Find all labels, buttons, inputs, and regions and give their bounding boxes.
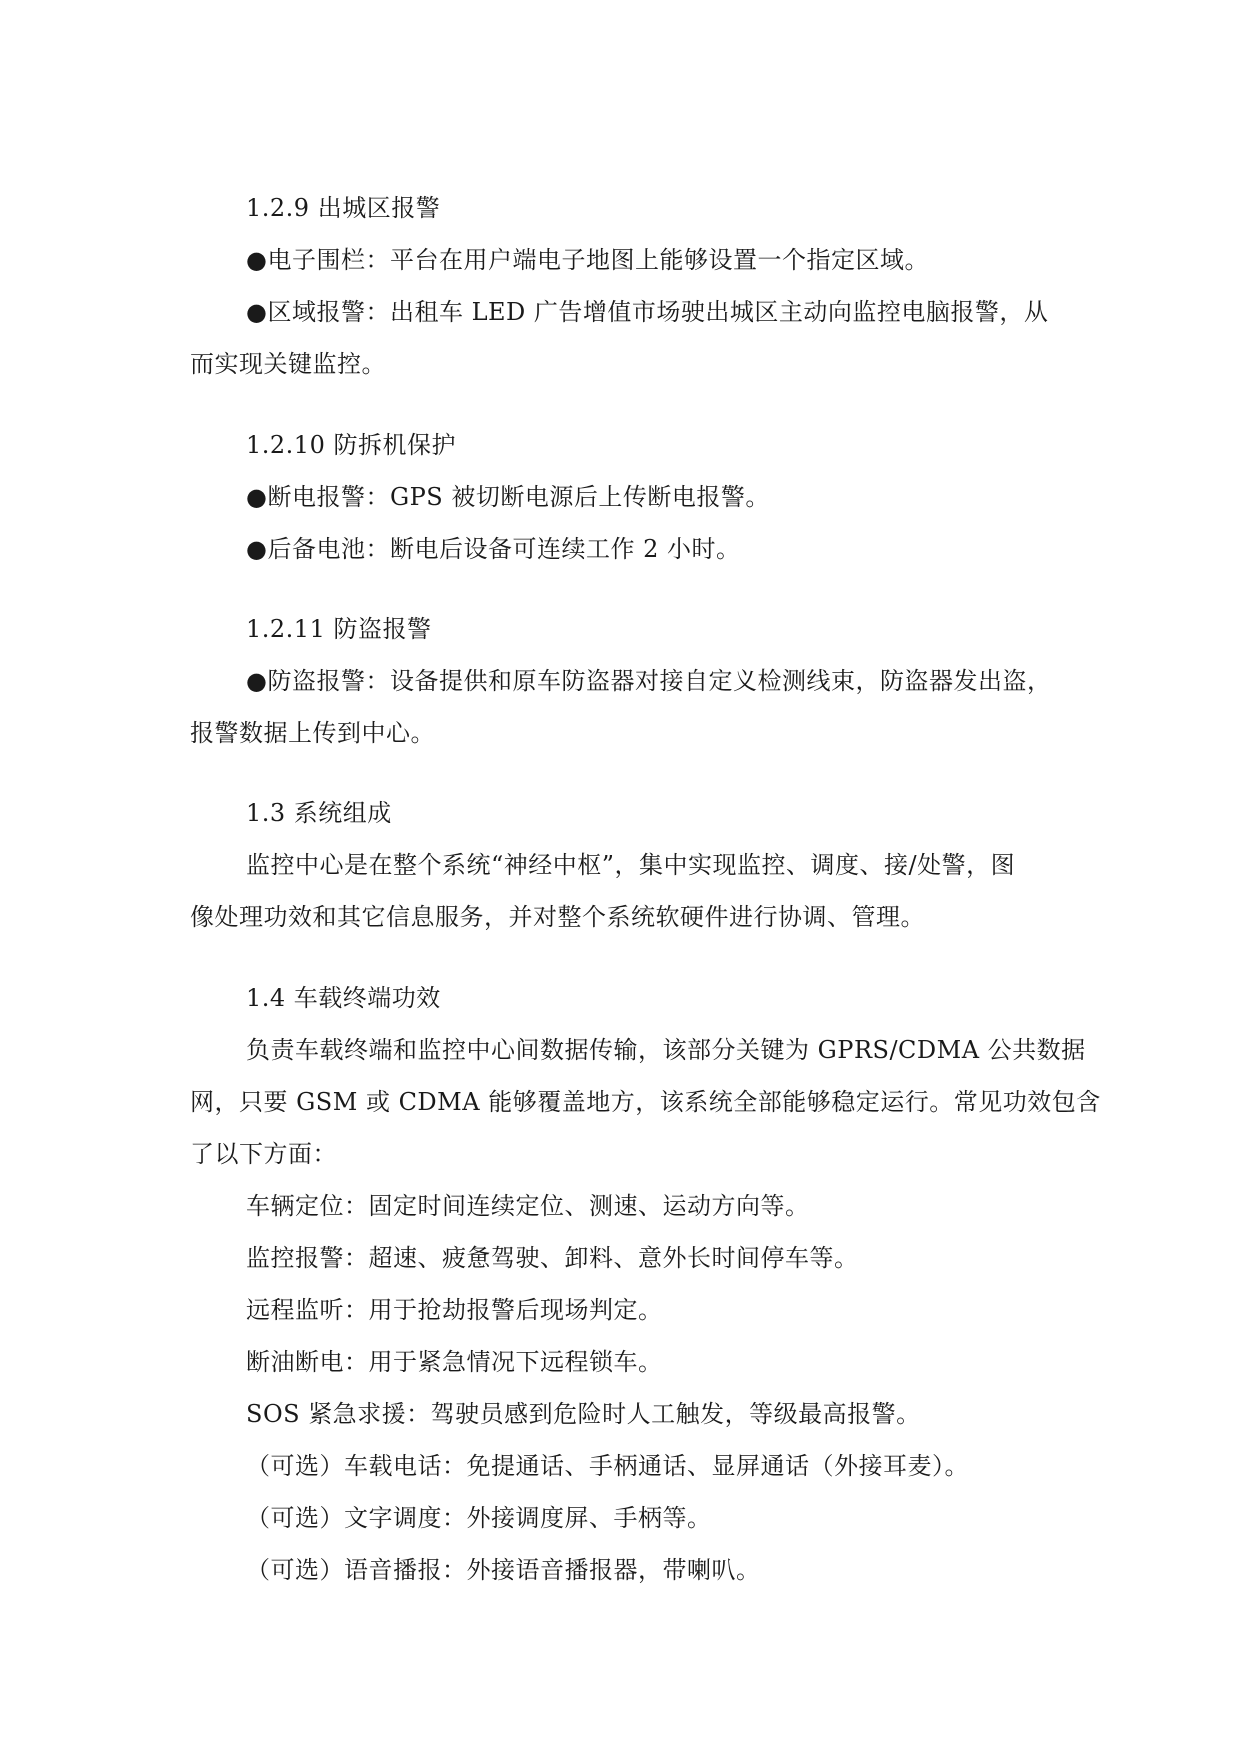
paragraph-terminal-cont-1: 网，只要 GSM 或 CDMA 能够覆盖地方，该系统全部能够稳定运行。常见功效包含: [190, 1088, 1101, 1116]
paragraph-monitoring-center: 监控中心是在整个系统“神经中枢”，集中实现监控、调度、接/处警，图: [246, 851, 1016, 879]
section-heading-1-4: 1.4 车载终端功效: [246, 984, 441, 1012]
bullet-anti-theft-alarm: ●防盗报警：设备提供和原车防盗器对接自定义检测线束，防盗器发出盗，: [246, 667, 1052, 695]
bullet-electronic-fence: ●电子围栏：平台在用户端电子地图上能够设置一个指定区域。: [246, 246, 929, 274]
bullet-area-alarm: ●区域报警：出租车 LED 广告增值市场驶出城区主动向监控电脑报警，从: [246, 298, 1049, 326]
section-heading-1-2-10: 1.2.10 防拆机保护: [246, 431, 456, 459]
list-item: SOS 紧急求援：驾驶员感到危险时人工触发，等级最高报警。: [246, 1400, 921, 1428]
section-heading-1-2-11: 1.2.11 防盗报警: [246, 615, 432, 643]
paragraph-terminal-cont-2: 了以下方面：: [190, 1140, 337, 1168]
list-item: 车辆定位：固定时间连续定位、测速、运动方向等。: [246, 1192, 810, 1220]
bullet-backup-battery: ●后备电池：断电后设备可连续工作 2 小时。: [246, 535, 741, 563]
list-item: 监控报警：超速、疲惫驾驶、卸料、意外长时间停车等。: [246, 1244, 859, 1272]
section-heading-1-3: 1.3 系统组成: [246, 799, 392, 827]
list-item: （可选）车载电话：免提通话、手柄通话、显屏通话（外接耳麦）。: [246, 1452, 969, 1480]
bullet-anti-theft-alarm-cont: 报警数据上传到中心。: [190, 719, 435, 747]
list-item: （可选）文字调度：外接调度屏、手柄等。: [246, 1504, 712, 1532]
bullet-power-cut-alarm: ●断电报警：GPS 被切断电源后上传断电报警。: [246, 483, 770, 511]
list-item: 断油断电：用于紧急情况下远程锁车。: [246, 1348, 663, 1376]
list-item: （可选）语音播报：外接语音播报器，带喇叭。: [246, 1556, 761, 1584]
bullet-area-alarm-cont: 而实现关键监控。: [190, 350, 386, 378]
paragraph-terminal: 负责车载终端和监控中心间数据传输，该部分关键为 GPRS/CDMA 公共数据: [246, 1036, 1086, 1064]
list-item: 远程监听：用于抢劫报警后现场判定。: [246, 1296, 663, 1324]
section-heading-1-2-9: 1.2.9 出城区报警: [246, 194, 441, 222]
paragraph-monitoring-center-cont: 像处理功效和其它信息服务，并对整个系统软硬件进行协调、管理。: [190, 903, 925, 931]
